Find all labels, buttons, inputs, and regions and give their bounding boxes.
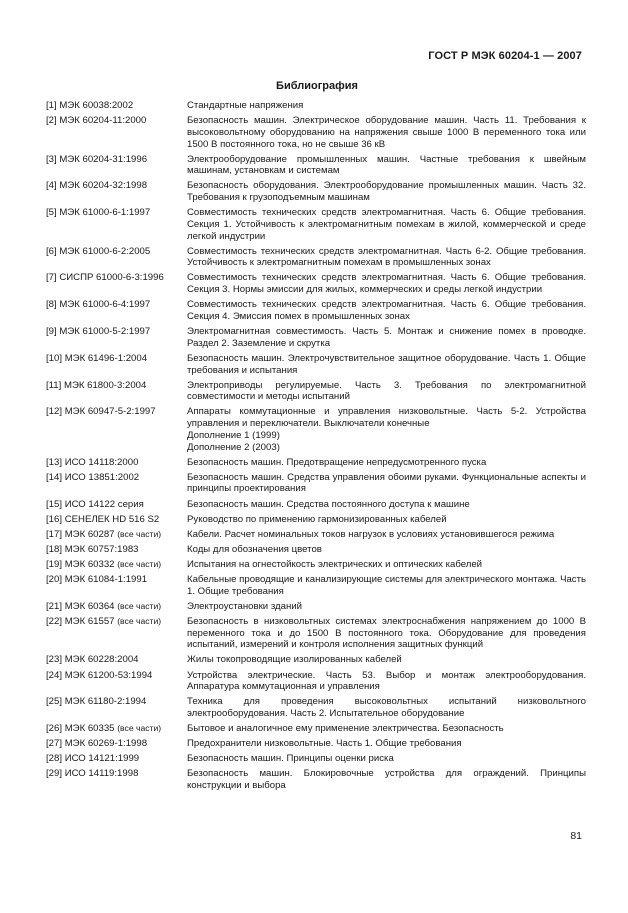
entry-standard: МЭК 61000-6-2:2005: [59, 245, 151, 257]
entry-description: [187, 768, 586, 791]
entry-number: [26]: [46, 723, 63, 735]
entry-title: Аппараты коммутационные и управления низковольтные. Часть 5-2. Устройства управления и переключатели. Выключатели конечные: [187, 406, 586, 430]
entry-reference: [46, 499, 187, 511]
entry-description: [187, 559, 586, 571]
entry-number: [17]: [46, 528, 63, 540]
entry-title: Кабели. Расчет номинальных токов нагрузок в условиях установившегося режима: [187, 528, 555, 540]
entry-standard: МЭК 60287: [64, 528, 115, 540]
entry-title: Безопасность машин. Предотвращение непредусмотренного пуска: [187, 456, 487, 468]
bibliography-entry: [46, 299, 586, 322]
entry-title: Безопасность машин. Принципы оценки риска: [187, 753, 394, 765]
entry-standard: МЭК 60204-32:1998: [59, 180, 148, 192]
entry-number: [18]: [46, 543, 63, 555]
entry-standard-note: (все части): [117, 723, 162, 734]
entry-standard: МЭК 60947-5-2:1997: [64, 406, 156, 418]
entry-standard: МЭК 61180-2:1994: [64, 696, 147, 708]
entry-number: [16]: [46, 513, 63, 525]
entry-title: Безопасность оборудования. Электрооборудование промышленных машин. Часть 32. Требования к грузоподъемным машинам: [187, 180, 586, 204]
entry-standard: МЭК 60335: [64, 723, 115, 735]
bibliography-list: [46, 100, 586, 795]
entry-standard: МЭК 60204-11:2000: [59, 115, 147, 127]
bibliography-entry: [46, 499, 586, 511]
entry-title: Электрооборудование промышленных машин. Частные требования к швейным машинам, установкам и системам: [187, 153, 586, 177]
entry-title: Стандартные напряжения: [187, 100, 304, 111]
entry-reference: [46, 472, 187, 495]
entry-description: [187, 544, 586, 556]
bibliography-entry: [46, 380, 586, 403]
entry-reference: [46, 696, 187, 719]
entry-title: Электромагнитная совместимость. Часть 5. Монтаж и снижение помех в проводке. Раздел 2. Заземление и скрутка: [187, 326, 586, 349]
entry-standard: ИСО 14121:1999: [64, 753, 140, 765]
entry-title: Техника для проведения высоковольтных испытаний низковольтного электрооборудования. Часть 2. Испытательное оборудование: [187, 696, 586, 720]
entry-reference: [46, 654, 187, 666]
entry-number: [8]: [46, 299, 57, 311]
entry-standard: МЭК 60757:1983: [64, 543, 139, 555]
entry-title: Безопасность машин. Блокировочные устройства для ограждений. Принципы конструкции и выбора: [187, 768, 586, 792]
bibliography-entry: [46, 154, 586, 177]
bibliography-entry: [46, 115, 586, 150]
entry-number: [7]: [46, 272, 57, 284]
entry-reference: [46, 353, 187, 376]
bibliography-entry: [46, 616, 586, 651]
entry-standard: СИСПР 61000-6-3:1996: [59, 272, 164, 284]
entry-description: [187, 472, 586, 495]
bibliography-entry: [46, 738, 586, 750]
entry-standard: МЭК 61496-1:2004: [64, 352, 148, 364]
entry-reference: [46, 380, 187, 403]
entry-description: [187, 246, 586, 269]
entry-reference: [46, 180, 187, 203]
entry-standard: МЭК 61800-3:2004: [63, 379, 147, 391]
entry-description: [187, 353, 586, 376]
entry-standard: МЭК 60269-1:1998: [64, 738, 148, 750]
entry-number: [14]: [46, 471, 63, 483]
entry-description: [187, 670, 586, 693]
entry-standard-note: (все части): [117, 615, 162, 626]
bibliography-entry: [46, 246, 586, 269]
bibliography-entry: [46, 723, 586, 735]
entry-title: Совместимость технических средств электромагнитная. Часть 6. Общие требования. Секция 4. Эмиссия помех в промышленных зонах: [187, 299, 586, 322]
entry-reference: [46, 299, 187, 322]
entry-standard: ИСО 14118:2000: [64, 456, 139, 468]
entry-standard: МЭК 61000-6-1:1997: [59, 207, 151, 219]
entry-title: Электроустановки зданий: [187, 600, 302, 612]
entry-description: [187, 180, 586, 203]
entry-title: Жилы токопроводящие изолированных кабелей: [187, 654, 402, 666]
entry-title: Безопасность машин. Электрическое оборудование машин. Часть 11. Требования к высоковольтному оборудованию на напряжения свыше 1000 В переменного тока или 1500 В постоянного тока, но не свыше 36 кВ: [187, 115, 586, 150]
entry-reference: [46, 738, 187, 750]
entry-reference: [46, 559, 187, 571]
entry-reference: [46, 326, 187, 349]
entry-description: [187, 272, 586, 295]
entry-description: [187, 326, 586, 349]
entry-amendment: Дополнение 1 (1999): [187, 429, 280, 441]
standard-code-header: ГОСТ Р МЭК 60204-1 — 2007: [428, 50, 582, 62]
page-number: 81: [570, 830, 582, 842]
bibliography-entry: [46, 753, 586, 765]
entry-number: [11]: [46, 379, 62, 391]
entry-description: [187, 723, 586, 735]
entry-title: Кабельные проводящие и канализирующие системы для электрического монтажа. Часть 1. Общие требования: [187, 574, 586, 597]
bibliography-entry: [46, 654, 586, 666]
entry-description: [187, 654, 586, 666]
bibliography-entry: [46, 457, 586, 469]
entry-description: [187, 115, 586, 150]
entry-title: Безопасность в низковольтных системах электроснабжения напряжением до 1000 В переменного тока и до 1500 В постоянного тока. Оборудование для проведения испытаний, измерений и контроля исполнения защитных функций: [187, 615, 586, 651]
entry-number: [3]: [46, 153, 57, 165]
entry-description: [187, 601, 586, 613]
entry-title: Руководство по применению гармонизированных кабелей: [187, 513, 447, 525]
entry-standard: ИСО 14119:1998: [64, 768, 139, 780]
entry-standard: МЭК 60332: [64, 558, 115, 570]
entry-reference: [46, 115, 187, 150]
entry-standard: МЭК 61084-1:1991: [64, 574, 148, 586]
entry-standard: МЭК 60364: [64, 600, 115, 612]
entry-reference: [46, 100, 187, 112]
entry-number: [23]: [46, 654, 63, 666]
entry-standard-note: (все части): [117, 528, 162, 539]
bibliography-entry: [46, 544, 586, 556]
entry-number: [13]: [46, 456, 63, 468]
entry-reference: [46, 272, 187, 295]
bibliography-entry: [46, 670, 586, 693]
bibliography-entry: [46, 100, 586, 112]
entry-description: [187, 753, 586, 765]
entry-standard: ИСО 14122 серия: [64, 498, 144, 510]
entry-reference: [46, 207, 187, 242]
entry-standard: МЭК 61557: [64, 615, 115, 627]
entry-reference: [46, 457, 187, 469]
entry-amendment: Дополнение 2 (2003): [187, 441, 280, 453]
entry-number: [10]: [46, 352, 63, 364]
bibliography-entry: [46, 559, 586, 571]
entry-number: [29]: [46, 768, 63, 780]
entry-reference: [46, 768, 187, 791]
entry-description: [187, 514, 586, 526]
entry-number: [1]: [46, 100, 57, 111]
entry-reference: [46, 753, 187, 765]
entry-number: [2]: [46, 115, 57, 127]
entry-description: [187, 154, 586, 177]
entry-description: [187, 696, 586, 719]
entry-number: [21]: [46, 600, 63, 612]
entry-description: [187, 738, 586, 750]
entry-reference: [46, 544, 187, 556]
entry-standard: МЭК 60038:2002: [59, 100, 134, 111]
entry-number: [27]: [46, 738, 63, 750]
entry-title: Электроприводы регулируемые. Часть 3. Требования по электромагнитной совместимости и методы испытаний: [187, 379, 586, 403]
entry-standard: МЭК 61000-5-2:1997: [59, 326, 151, 338]
entry-reference: [46, 529, 187, 541]
bibliography-entry: [46, 574, 586, 597]
entry-reference: [46, 723, 187, 735]
entry-title: Испытания на огнестойкость электрических и оптических кабелей: [187, 558, 483, 570]
entry-standard: МЭК 60204-31:1996: [59, 153, 148, 165]
bibliography-entry: [46, 326, 586, 349]
entry-reference: [46, 616, 187, 651]
entry-title: Бытовое и аналогичное ему применение электричества. Безопасность: [187, 723, 504, 735]
entry-standard: ИСО 13851:2002: [64, 471, 140, 483]
entry-reference: [46, 601, 187, 613]
entry-description: [187, 100, 586, 112]
entry-title: Безопасность машин. Средства управления обоими руками. Функциональные аспекты и принципы проектирования: [187, 471, 586, 495]
entry-title: Устройства электрические. Часть 53. Выбор и монтаж электрооборудования. Аппаратура коммутационная и управления: [187, 669, 586, 693]
entry-description: [187, 380, 586, 403]
entry-description: [187, 299, 586, 322]
entry-description: [187, 574, 586, 597]
entry-description: [187, 207, 586, 242]
entry-number: [15]: [46, 498, 63, 510]
entry-standard: МЭК 60228:2004: [64, 654, 139, 666]
entry-number: [9]: [46, 326, 57, 338]
bibliography-entry: [46, 696, 586, 719]
entry-title: Совместимость технических средств электромагнитная. Часть 6-2. Общие требования. Устойчивость к электромагнитным помехам в промышленных зонах: [187, 245, 586, 269]
entry-standard-note: (все части): [117, 558, 162, 569]
entry-title: Коды для обозначения цветов: [187, 543, 322, 555]
bibliography-entry: [46, 768, 586, 791]
entry-number: [12]: [46, 406, 63, 418]
entry-description: [187, 406, 586, 453]
entry-standard-note: (все части): [117, 600, 162, 611]
entry-number: [20]: [46, 574, 63, 586]
bibliography-entry: [46, 529, 586, 541]
bibliography-title: Библиография: [276, 80, 358, 92]
bibliography-entry: [46, 406, 586, 453]
entry-description: [187, 529, 586, 541]
entry-reference: [46, 574, 187, 597]
entry-number: [6]: [46, 245, 57, 257]
entry-standard: МЭК 61200-53:1994: [64, 669, 153, 681]
entry-title: Безопасность машин. Средства постоянного доступа к машине: [187, 498, 470, 510]
entry-title: Совместимость технических средств электромагнитная. Часть 6. Общие требования. Секция 1. Устойчивость к электромагнитным помехам в жилой, коммерческой и среде легкой индустрии: [187, 207, 586, 242]
bibliography-entry: [46, 272, 586, 295]
entry-standard: СЕНЕЛЕК HD 516 S2: [64, 513, 160, 525]
entry-number: [19]: [46, 558, 63, 570]
bibliography-entry: [46, 207, 586, 242]
entry-reference: [46, 514, 187, 526]
bibliography-entry: [46, 601, 586, 613]
entry-number: [4]: [46, 180, 57, 192]
entry-title: Безопасность машин. Электрочувствительное защитное оборудование. Часть 1. Общие требования и испытания: [187, 352, 586, 376]
entry-standard: МЭК 61000-6-4:1997: [59, 299, 151, 311]
entry-number: [24]: [46, 669, 63, 681]
bibliography-entry: [46, 180, 586, 203]
entry-reference: [46, 406, 187, 453]
entry-title: Предохранители низковольтные. Часть 1. Общие требования: [187, 738, 462, 750]
entry-number: [22]: [46, 615, 63, 627]
entry-number: [25]: [46, 696, 63, 708]
entry-description: [187, 457, 586, 469]
entry-number: [28]: [46, 753, 63, 765]
bibliography-entry: [46, 353, 586, 376]
entry-number: [5]: [46, 207, 57, 219]
bibliography-entry: [46, 472, 586, 495]
entry-reference: [46, 670, 187, 693]
entry-reference: [46, 246, 187, 269]
entry-title: Совместимость технических средств электромагнитная. Часть 6. Общие требования. Секция 3. Нормы эмиссии для жилых, коммерческих и среды легкой индустрии: [187, 272, 586, 296]
entry-description: [187, 499, 586, 511]
entry-description: [187, 616, 586, 651]
entry-reference: [46, 154, 187, 177]
bibliography-entry: [46, 514, 586, 526]
